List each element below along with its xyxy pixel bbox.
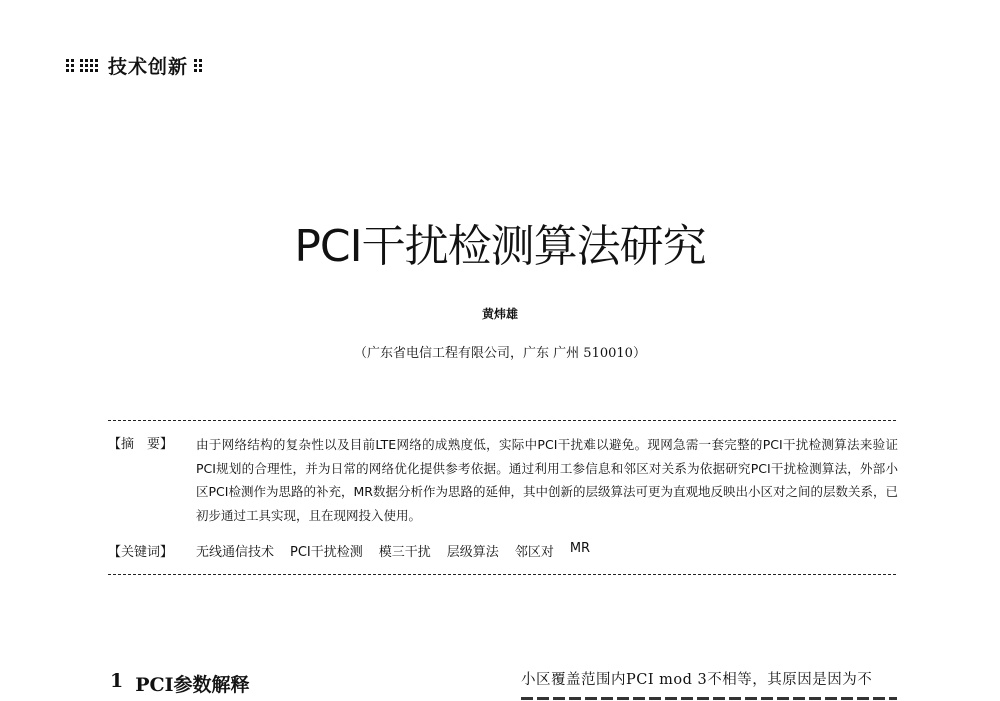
body-text-cutoff — [521, 694, 897, 701]
keywords-list — [196, 541, 590, 560]
keyword: 层级算法 — [446, 545, 499, 560]
decorative-dots-icon — [194, 59, 202, 73]
abstract-text: 由于网络结构的复杂性以及目前LTE网络的成熟度低，实际中PCI干扰难以避免。现网急需一套完整的PCI干扰检测算法来验证PCI规划的合理性，并为日常的网络优化提供参考依据。通过利用工参信息和邻区对关系为依据研究PCI干扰检测算法，外部小区PCI检测作为思路的补充，MR数据分析作为思路的延伸，其中创新的层级算法可更为直观地反映出小区对之间的层数关系，已初步通过工具实现，且在现网投入使用。 — [196, 437, 898, 523]
author-affiliation: （广东省电信工程有限公司，广东 广州 510010） — [354, 346, 646, 361]
section-number: 1 — [110, 670, 124, 692]
keyword: 无线通信技术 — [196, 545, 275, 560]
decorative-dots-icon — [66, 59, 74, 73]
author-name: 黄炜雄 — [481, 307, 518, 321]
section-heading — [110, 670, 250, 697]
keywords-label: 【关键词】 — [108, 545, 174, 560]
abstract-label: 【摘 要】 — [108, 437, 174, 452]
abstract-top-rule — [108, 420, 896, 421]
section-title: PCI参数解释 — [135, 674, 250, 696]
keyword: PCI干扰检测 — [290, 545, 363, 560]
journal-section-header — [66, 52, 202, 79]
keyword: 模三干扰 — [378, 545, 431, 560]
decorative-dots-icon — [80, 59, 98, 73]
paper-title: PCI干扰检测算法研究 — [294, 221, 706, 272]
body-text-line: 小区覆盖范围内PCI mod 3不相等，其原因是因为不 — [521, 672, 873, 688]
abstract-bottom-rule — [108, 574, 896, 575]
section-name: 技术创新 — [108, 56, 189, 78]
keyword: MR — [569, 541, 591, 556]
keyword: 邻区对 — [514, 545, 554, 560]
